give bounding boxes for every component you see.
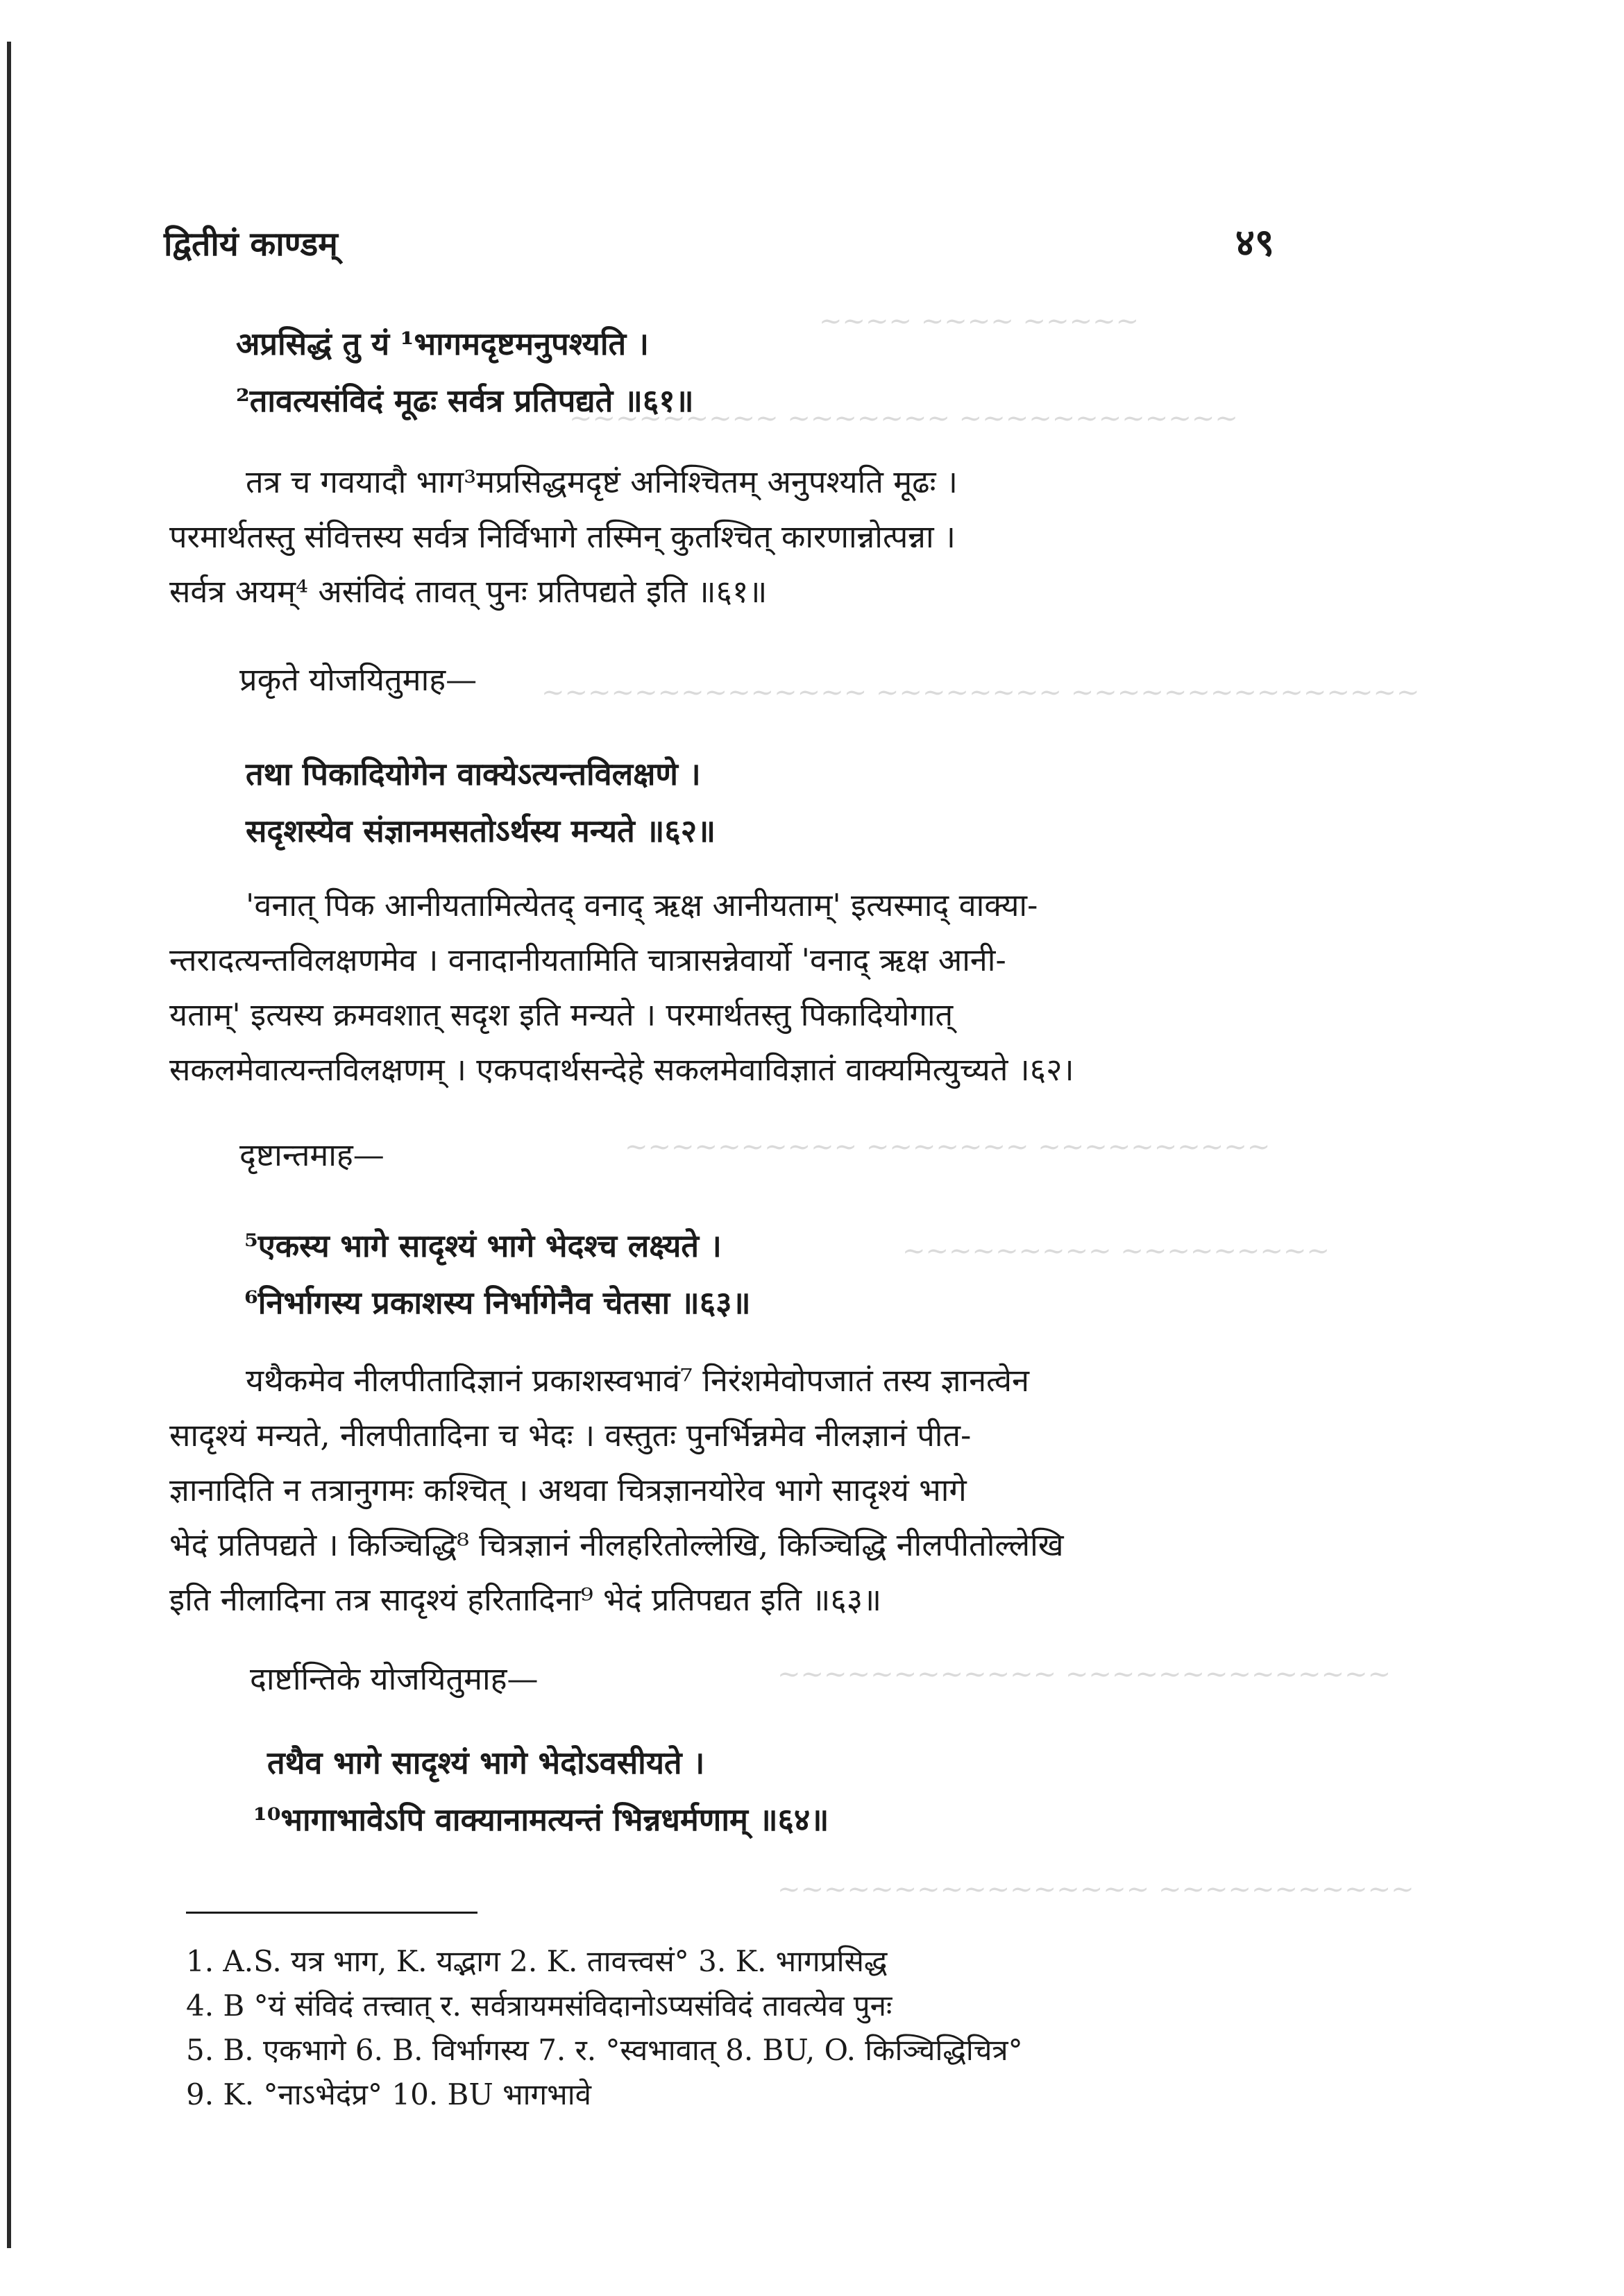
commentary-62 bbox=[169, 878, 1266, 1097]
verse-line: तथा पिकादियोगेन वाक्येऽत्यन्तविलक्षणे । bbox=[246, 756, 701, 792]
verse-62 bbox=[246, 746, 716, 860]
commentary-line: भेदं प्रतिपद्यते । किञ्चिद्धि⁸ चित्रज्ञानं नीलहरितोल्लेखि, किञ्चिद्धि नीलपीतोल्लेखि bbox=[169, 1527, 1064, 1563]
page-number: ४९ bbox=[1235, 220, 1274, 264]
show-through-text: ~~~~~~~~~~~~~~~~ ~~~~~~~~~~~ bbox=[777, 1873, 1414, 1905]
commentary-line: ज्ञानादिति न तत्रानुगमः कश्चित् । अथवा चित्रज्ञानयोरेव भागे सादृश्यं भागे bbox=[169, 1472, 967, 1508]
commentary-line: तत्र च गवयादौ भाग³मप्रसिद्धमदृष्टं अनिश्चितम् अनुपश्यति मूढः । bbox=[246, 464, 958, 500]
verse-63 bbox=[244, 1218, 751, 1332]
verse-line: सदृशस्येव संज्ञानमसतोऽर्थस्य मन्यते ॥६२॥ bbox=[246, 813, 716, 849]
commentary-63 bbox=[169, 1353, 1266, 1627]
verse-line: अप्रसिद्धं तु यं ¹भागमदृष्टमनुपश्यति । bbox=[236, 325, 649, 362]
intro-62: प्रकृते योजयितुमाह— bbox=[239, 661, 477, 698]
verse-line: तथैव भागे सादृश्यं भागे भेदोऽवसीयते । bbox=[267, 1744, 705, 1781]
commentary-61 bbox=[169, 454, 1266, 619]
commentary-line: सकलमेवात्यन्तविलक्षणम् । एकपदार्थसन्देहे सकलमेवाविज्ञातं वाक्यमित्युच्यते ।६२। bbox=[169, 1051, 1074, 1088]
commentary-line: परमार्थतस्तु संवित्तस्य सर्वत्र निर्विभागे तस्मिन् कुतश्चित् कारणान्नोत्पन्ना । bbox=[169, 518, 956, 555]
show-through-text: ~~~~~~~~~~~~ ~~~~~~~~~~~~~~ bbox=[777, 1658, 1392, 1690]
commentary-line: सर्वत्र अयम्⁴ असंविदं तावत् पुनः प्रतिपद्यते इति ॥६१॥ bbox=[169, 573, 768, 610]
intro-63: दृष्टान्तमाह— bbox=[239, 1137, 384, 1173]
footnote-line: 1. A.S. यत्र भाग, K. यद्भाग 2. K. तावत्त्वसं° 3. K. भागप्रसिद्ध bbox=[186, 1944, 888, 1978]
verse-line: ⁵एकस्य भागे सादृश्यं भागे भेदश्च लक्ष्यते । bbox=[244, 1227, 722, 1264]
commentary-line: इति नीलादिना तत्र सादृश्यं हरितादिना⁹ भेदं प्रतिपद्यत इति ॥६३॥ bbox=[169, 1581, 882, 1618]
footnote-line: 5. B. एकभागे 6. B. विर्भागस्य 7. र. °स्वभावात् 8. BU, O. किञ्चिद्धिचित्र° bbox=[186, 2033, 1023, 2067]
show-through-text: ~~~~~~~~~ ~~~~~~~~~ bbox=[902, 1235, 1330, 1267]
show-through-text: ~~~~~~~~~~~~~~ ~~~~~~~~ ~~~~~~~~~~~~~~~ bbox=[541, 677, 1420, 708]
page-binding-edge bbox=[7, 42, 11, 2248]
verse-line: ²तावत्यसंविदं मूढः सर्वत्र प्रतिपद्यते ॥६१॥ bbox=[236, 382, 694, 419]
show-through-text: ~~~~ ~~~~ ~~~~~ bbox=[819, 305, 1140, 337]
intro-64: दार्ष्टान्तिके योजयितुमाह— bbox=[250, 1660, 539, 1697]
show-through-text: ~~~~~~~~~ ~~~~~~~ ~~~~~~~~~~~~ bbox=[569, 402, 1238, 434]
verse-61 bbox=[236, 316, 694, 430]
commentary-line: 'वनात् पिक आनीयतामित्येतद् वनाद् ऋक्ष आनीयताम्' इत्यस्माद् वाक्या- bbox=[246, 887, 1038, 924]
verse-line: ⁶निर्भागस्य प्रकाशस्य निर्भागेनैव चेतसा ॥६३॥ bbox=[244, 1284, 751, 1321]
verse-64 bbox=[253, 1735, 829, 1848]
commentary-line: सादृश्यं मन्यते, नीलपीतादिना च भेदः । वस्तुतः पुनर्भिन्नमेव नीलज्ञानं पीत- bbox=[169, 1417, 972, 1454]
show-through-text: ~~~~~~~~~~ ~~~~~~~ ~~~~~~~~~~ bbox=[625, 1131, 1271, 1163]
commentary-line: न्तरादत्यन्तविलक्षणमेव । वनादानीयतामिति चात्रासन्नेवार्यो 'वनाद् ऋक्ष आनी- bbox=[169, 942, 1006, 978]
page-header bbox=[164, 221, 1274, 276]
footnotes bbox=[186, 1939, 1269, 2117]
commentary-line: यताम्' इत्यस्य क्रमवशात् सदृश इति मन्यते । परमार्थतस्तु पिकादियोगात् bbox=[169, 996, 954, 1033]
verse-line: ¹⁰भागाभावेऽपि वाक्यानामत्यन्तं भिन्नधर्मणाम् ॥६४॥ bbox=[253, 1801, 829, 1838]
commentary-line: यथैकमेव नीलपीतादिज्ञानं प्रकाशस्वभावं⁷ निरंशमेवोपजातं तस्य ज्ञानत्वेन bbox=[246, 1362, 1029, 1399]
footnote-rule bbox=[186, 1912, 477, 1914]
footnote-line: 4. B °यं संविदं तत्त्वात् र. सर्वत्रायमसंविदानोऽप्यसंविदं तावत्येव पुनः bbox=[186, 1989, 893, 2023]
running-head: द्वितीयं काण्डम् bbox=[164, 225, 338, 264]
footnote-line: 9. K. °नाऽभेदंप्र° 10. BU भागभावे bbox=[186, 2077, 591, 2111]
